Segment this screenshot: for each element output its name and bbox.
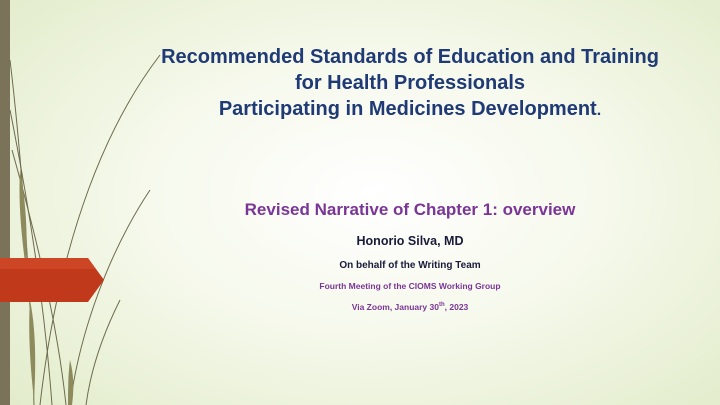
- author-name: Honorio Silva, MD: [356, 234, 464, 248]
- title-line-1: Recommended Standards of Education and Training: [161, 46, 659, 68]
- title-line-2: for Health Professionals: [294, 72, 526, 94]
- slide-title: [130, 44, 690, 124]
- venue-date-line: [130, 299, 690, 313]
- on-behalf-line: On behalf of the Writing Team: [339, 260, 481, 271]
- title-line-3: Participating in Medicines Development: [218, 98, 597, 120]
- venue-prefix: Via Zoom, January 30: [351, 301, 439, 312]
- arrow-tab: [0, 258, 104, 302]
- deco-leaf: [29, 300, 35, 400]
- meeting-line: Fourth Meeting of the CIOMS Working Group: [319, 281, 501, 291]
- deco-leaf: [19, 170, 26, 270]
- venue-suffix: , 2023: [444, 301, 469, 312]
- venue-ordinal: th: [438, 302, 445, 308]
- deco-leaf: [68, 360, 73, 405]
- title-period: .: [596, 102, 602, 119]
- deco-curve: [86, 300, 120, 405]
- slide-subtitle: Revised Narrative of Chapter 1: overview: [244, 200, 576, 219]
